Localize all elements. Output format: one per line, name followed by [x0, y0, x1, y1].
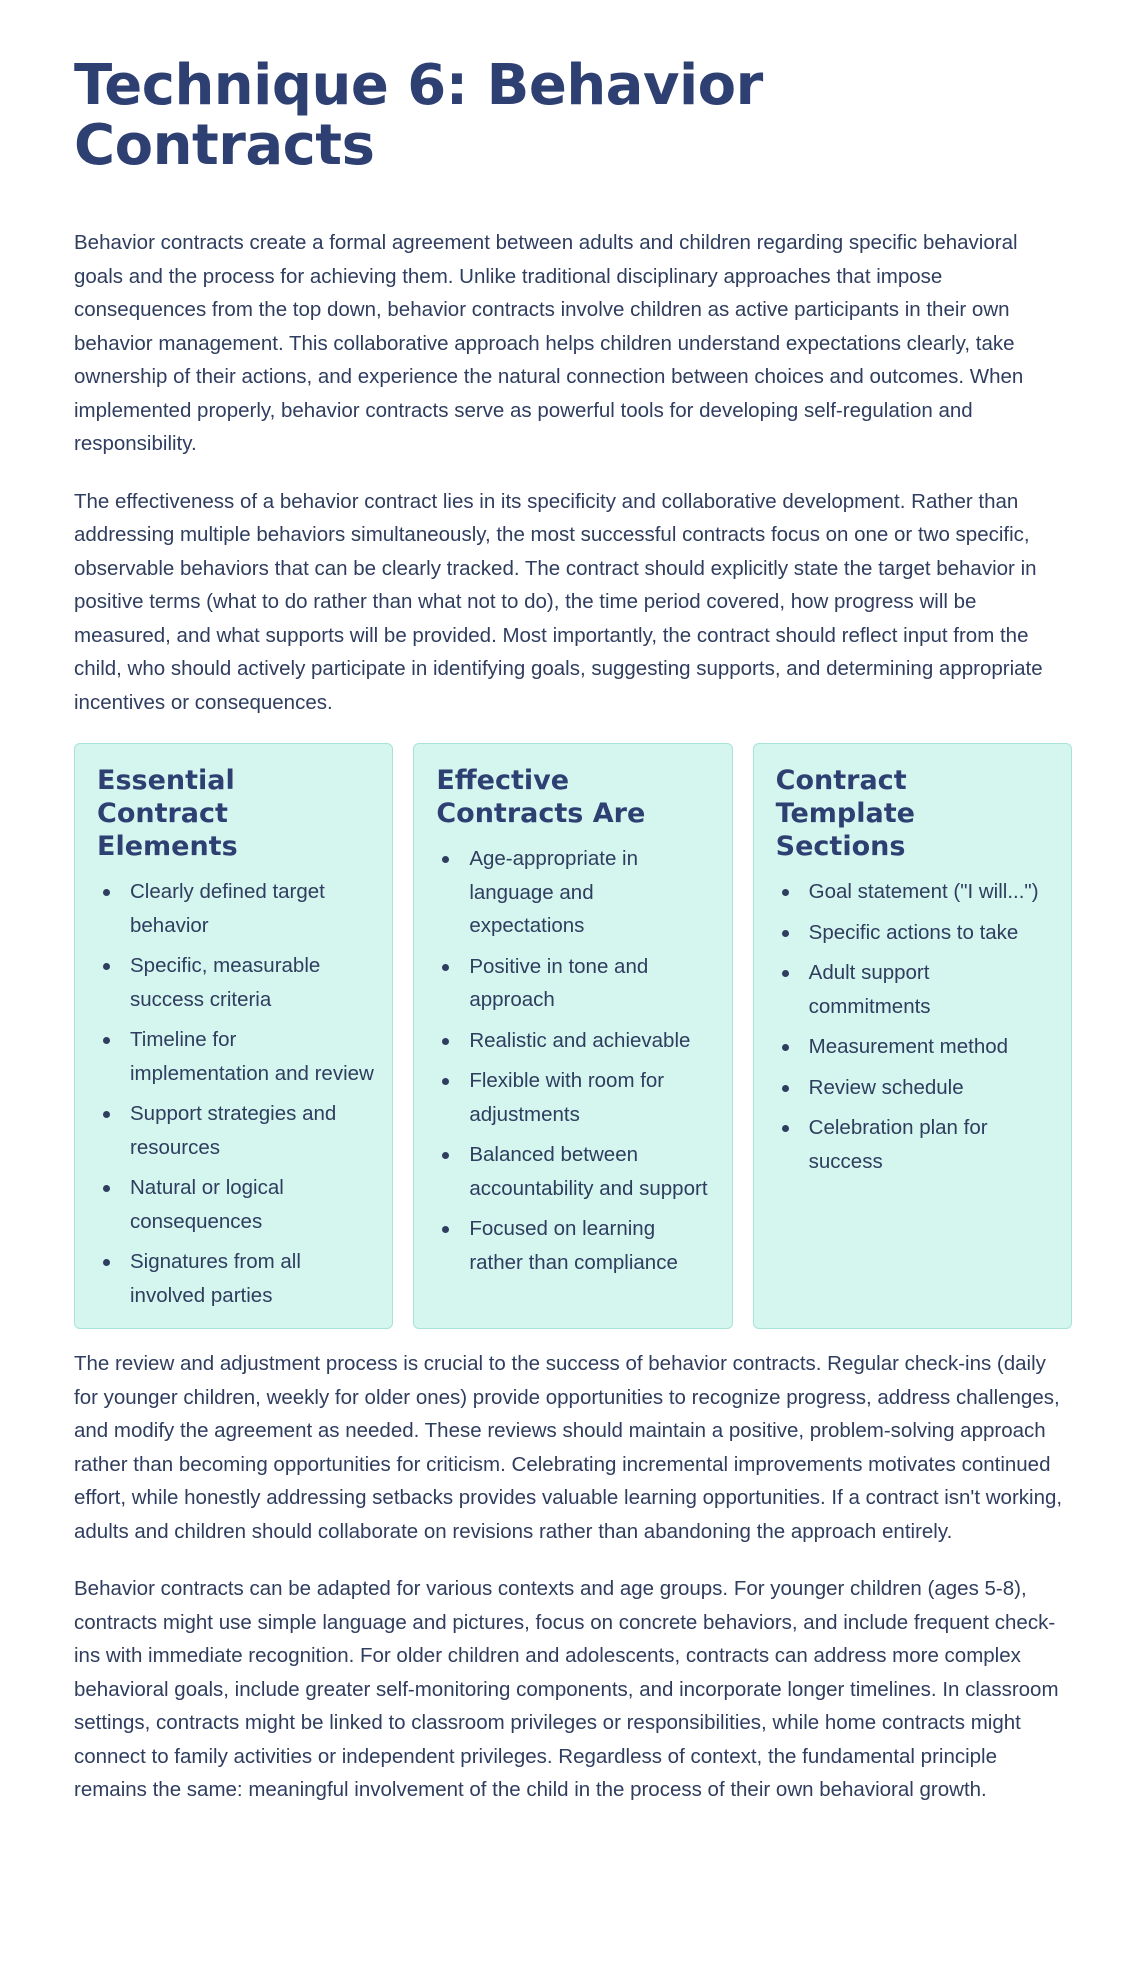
bullet-icon	[782, 1125, 789, 1132]
bullet-icon	[782, 930, 789, 937]
bullet-icon	[103, 889, 110, 896]
bullet-icon	[442, 964, 449, 971]
bullet-icon	[103, 963, 110, 970]
list-item-text: Review schedule	[808, 1075, 964, 1099]
bullet-icon	[782, 1085, 789, 1092]
card-list	[97, 875, 374, 1312]
list-item	[436, 1024, 713, 1058]
card-title: Effective Contracts Are	[436, 765, 646, 829]
info-cards	[74, 743, 1072, 1329]
bullet-icon	[442, 1152, 449, 1159]
list-item-text: Celebration plan for success	[808, 1116, 988, 1173]
card-list	[436, 842, 713, 1279]
list-item	[776, 1111, 1053, 1178]
bullet-icon	[782, 889, 789, 896]
bullet-icon	[442, 1038, 449, 1045]
list-item-text: Measurement method	[808, 1035, 1009, 1058]
list-item-text: Specific, measurable success criteria	[130, 954, 321, 1011]
list-item	[97, 1023, 374, 1090]
bullet-icon	[103, 1037, 110, 1044]
document-page	[74, 53, 1072, 1831]
page-title: Technique 6: Behavior Contracts	[74, 53, 763, 178]
list-item	[776, 1071, 1053, 1105]
list-item	[97, 1171, 374, 1238]
list-item-text: Goal statement ("I will...")	[808, 880, 1039, 903]
list-item-text: Flexible with room for adjustments	[469, 1069, 665, 1126]
intro-paragraph-1: Behavior contracts create a formal agreement between adults and children regarding specific behavioral goals and the process for achieving them. Unlike traditional disciplinary approaches that impose consequences from the top down, behavior contracts involve children as active participants in their own behavior management. This collaborative approach helps children understand expectations clearly, take ownership of their actions, and experience the natural connection between choices and outcomes. When implemented properly, behavior contracts serve as powerful tools for developing self-regulation and responsibility.	[74, 231, 1024, 455]
list-item-text: Realistic and achievable	[469, 1028, 691, 1052]
list-item	[776, 916, 1053, 950]
bullet-icon	[103, 1259, 110, 1266]
list-item	[776, 1030, 1053, 1064]
list-item	[97, 949, 374, 1016]
bullet-icon	[103, 1185, 110, 1192]
list-item	[97, 875, 374, 942]
closing-paragraph-1: The review and adjustment process is crucial to the success of behavior contracts. Regular check-ins (daily for younger children, weekly for older ones) provide opportunities to recognize progress, address challenges, and modify the agreement as needed. These reviews should maintain a positive, problem-solving approach rather than becoming opportunities for criticism. Celebrating incremental improvements motivates continued effort, while honestly addressing setbacks provides valuable learning opportunities. If a contract isn't working, adults and children should collaborate on revisions rather than abandoning the approach entirely.	[74, 1352, 1063, 1543]
list-item-text: Balanced between accountability and support	[469, 1143, 708, 1200]
list-item	[776, 956, 1053, 1023]
list-item	[436, 1064, 713, 1131]
list-item	[436, 1212, 713, 1279]
list-item	[97, 1245, 374, 1312]
list-item	[436, 1138, 713, 1205]
bullet-icon	[782, 970, 789, 977]
card-template-sections	[753, 743, 1072, 1329]
list-item-text: Focused on learning rather than compliance	[469, 1217, 678, 1274]
bullet-icon	[782, 1044, 789, 1051]
list-item-text: Positive in tone and approach	[469, 954, 649, 1011]
card-effective-contracts	[413, 743, 732, 1329]
list-item-text: Adult support commitments	[808, 961, 931, 1018]
list-item	[436, 842, 713, 943]
list-item-text: Natural or logical consequences	[130, 1176, 284, 1233]
list-item-text: Age-appropriate in language and expectations	[469, 847, 638, 937]
list-item	[97, 1097, 374, 1164]
bullet-icon	[103, 1111, 110, 1118]
list-item	[436, 950, 713, 1017]
list-item	[776, 875, 1053, 909]
card-title: Essential Contract Elements	[97, 765, 238, 862]
card-title: Contract Template Sections	[775, 765, 915, 862]
list-item-text: Clearly defined target behavior	[130, 880, 325, 937]
card-essential-elements	[74, 743, 393, 1329]
bullet-icon	[442, 1078, 449, 1085]
list-item-text: Specific actions to take	[808, 920, 1019, 944]
bullet-icon	[442, 1226, 449, 1233]
bullet-icon	[442, 856, 449, 863]
closing-paragraph-2: Behavior contracts can be adapted for various contexts and age groups. For younger children (ages 5-8), contracts might use simple language and pictures, focus on concrete behaviors, and include frequent check-ins with immediate recognition. For older children and adolescents, contracts can address more complex behavioral goals, include greater self-monitoring components, and incorporate longer timelines. In classroom settings, contracts might be linked to classroom privileges or responsibilities, while home contracts might connect to family activities or independent privileges. Regardless of context, the fundamental principle remains the same: meaningful involvement of the child in the process of their own behavioral growth.	[74, 1577, 1059, 1801]
intro-paragraph-2: The effectiveness of a behavior contract lies in its specificity and collaborative development. Rather than addressing multiple behaviors simultaneously, the most successful contracts focus on one or two specific, observable behaviors that can be clearly tracked. The contract should explicitly state the target behavior in positive terms (what to do rather than what not to do), the time period covered, how progress will be measured, and what supports will be provided. Most importantly, the contract should reflect input from the child, who should actively participate in identifying goals, suggesting supports, and determining appropriate incentives or consequences.	[74, 489, 1043, 714]
card-list	[776, 875, 1053, 1178]
list-item-text: Signatures from all involved parties	[130, 1250, 301, 1307]
list-item-text: Timeline for implementation and review	[130, 1028, 374, 1085]
list-item-text: Support strategies and resources	[130, 1102, 337, 1159]
